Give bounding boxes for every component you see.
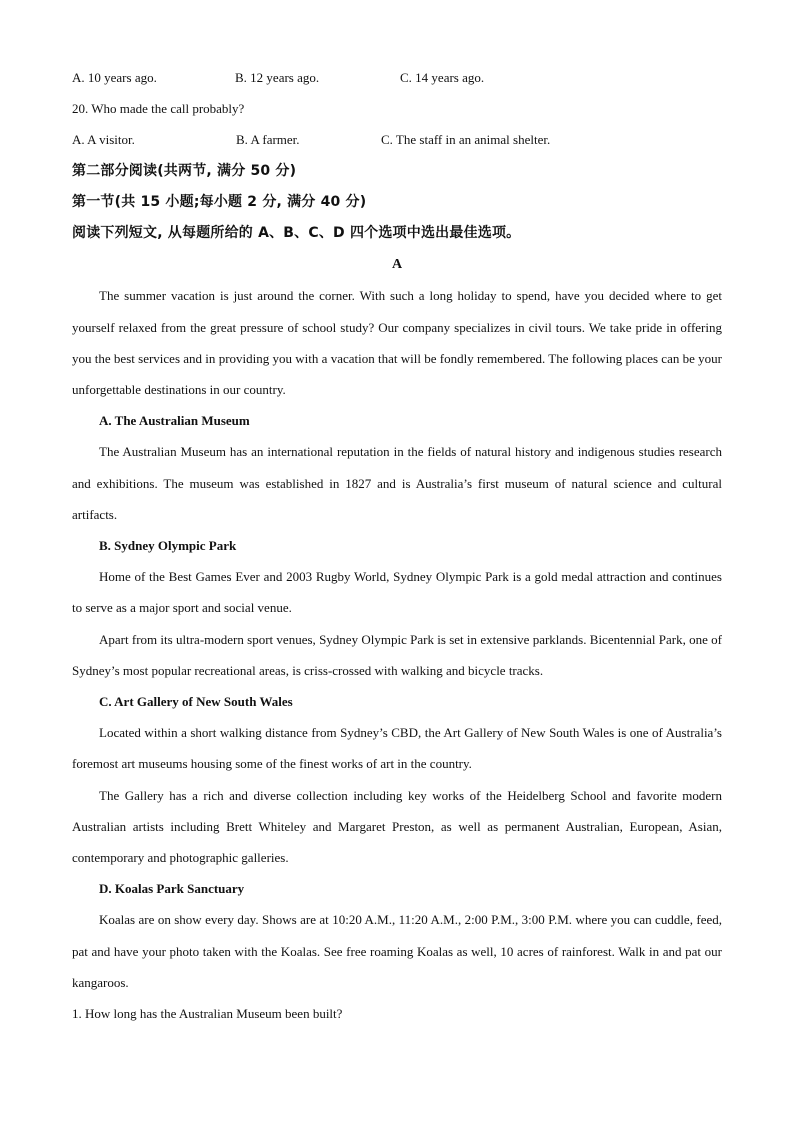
section-subtitle: 第一节(共 15 小题;每小题 2 分, 满分 40 分): [72, 193, 367, 210]
q19-option-c: C. 14 years ago.: [400, 70, 485, 85]
exam-page: [72, 62, 722, 1029]
place-heading-b: B. Sydney Olympic Park: [99, 538, 237, 554]
place-d-paragraph: Koalas are on show every day. Shows are at 10:20 A.M., 11:20 A.M., 2:00 P.M., 3:00 P.M. where you can cuddle, feed, pat and have your photo taken with the Koalas. See free roaming Koalas as well, 10 acres of rainforest. Walk in and pat our kangaroos.: [72, 912, 722, 990]
place-b-paragraph-1: Home of the Best Games Ever and 2003 Rugby World, Sydney Olympic Park is a gold medal attraction and continues to serve as a major sport and social venue.: [72, 569, 722, 616]
q20-option-c: C. The staff in an animal shelter.: [381, 132, 551, 148]
q19-option-b: B. 12 years ago.: [235, 70, 320, 85]
q20-option-b: B. A farmer.: [236, 132, 300, 148]
place-c-paragraph-2: The Gallery has a rich and diverse collection including key works of the Heidelberg School and favorite modern Australian artists including Brett Whiteley and Margaret Preston, as well as permanent Australian, European, Asian, contemporary and photographic galleries.: [72, 787, 722, 866]
place-c-paragraph-1: Located within a short walking distance from Sydney’s CBD, the Art Gallery of New South Wales is one of Australia’s foremost art museums housing some of the finest works of art in the country.: [72, 725, 722, 772]
place-a-paragraph: The Australian Museum has an international reputation in the fields of natural history and indigenous studies research and exhibitions. The museum was established in 1827 and is Australia’s first museum of natural science and cultural artifacts.: [72, 444, 722, 522]
place-heading-c: C. Art Gallery of New South Wales: [99, 694, 293, 710]
place-b-paragraph-2: Apart from its ultra-modern sport venues, Sydney Olympic Park is set in extensive parklands. Bicentennial Park, one of Sydney’s most popular recreational areas, is criss-crossed with walking and bicycle tracks.: [72, 631, 722, 678]
instruction: 阅读下列短文, 从每题所给的 A、B、C、D 四个选项中选出最佳选项。: [72, 225, 521, 242]
q20-options: [72, 124, 722, 155]
q20-option-a: A. A visitor.: [72, 132, 135, 148]
place-heading-a: A. The Australian Museum: [99, 413, 250, 429]
place-heading-d: D. Koalas Park Sanctuary: [99, 881, 245, 897]
passage-label: A: [391, 257, 403, 273]
part-title: 第二部分阅读(共两节, 满分 50 分): [72, 162, 297, 179]
question-1: 1. How long has the Australian Museum been built?: [72, 1006, 343, 1022]
q19-option-a: A. 10 years ago.: [72, 70, 157, 85]
q19-options: [72, 62, 722, 93]
passage-intro: The summer vacation is just around the corner. With such a long holiday to spend, have you decided where to get yourself relaxed from the great pressure of school study? Our company specializes in civil tours. We take pride in offering you the best services and in providing you with a vacation that will be fondly remembered. The following places can be your unforgettable destinations in our country.: [72, 288, 722, 398]
q20-question: 20. Who made the call probably?: [72, 101, 245, 117]
